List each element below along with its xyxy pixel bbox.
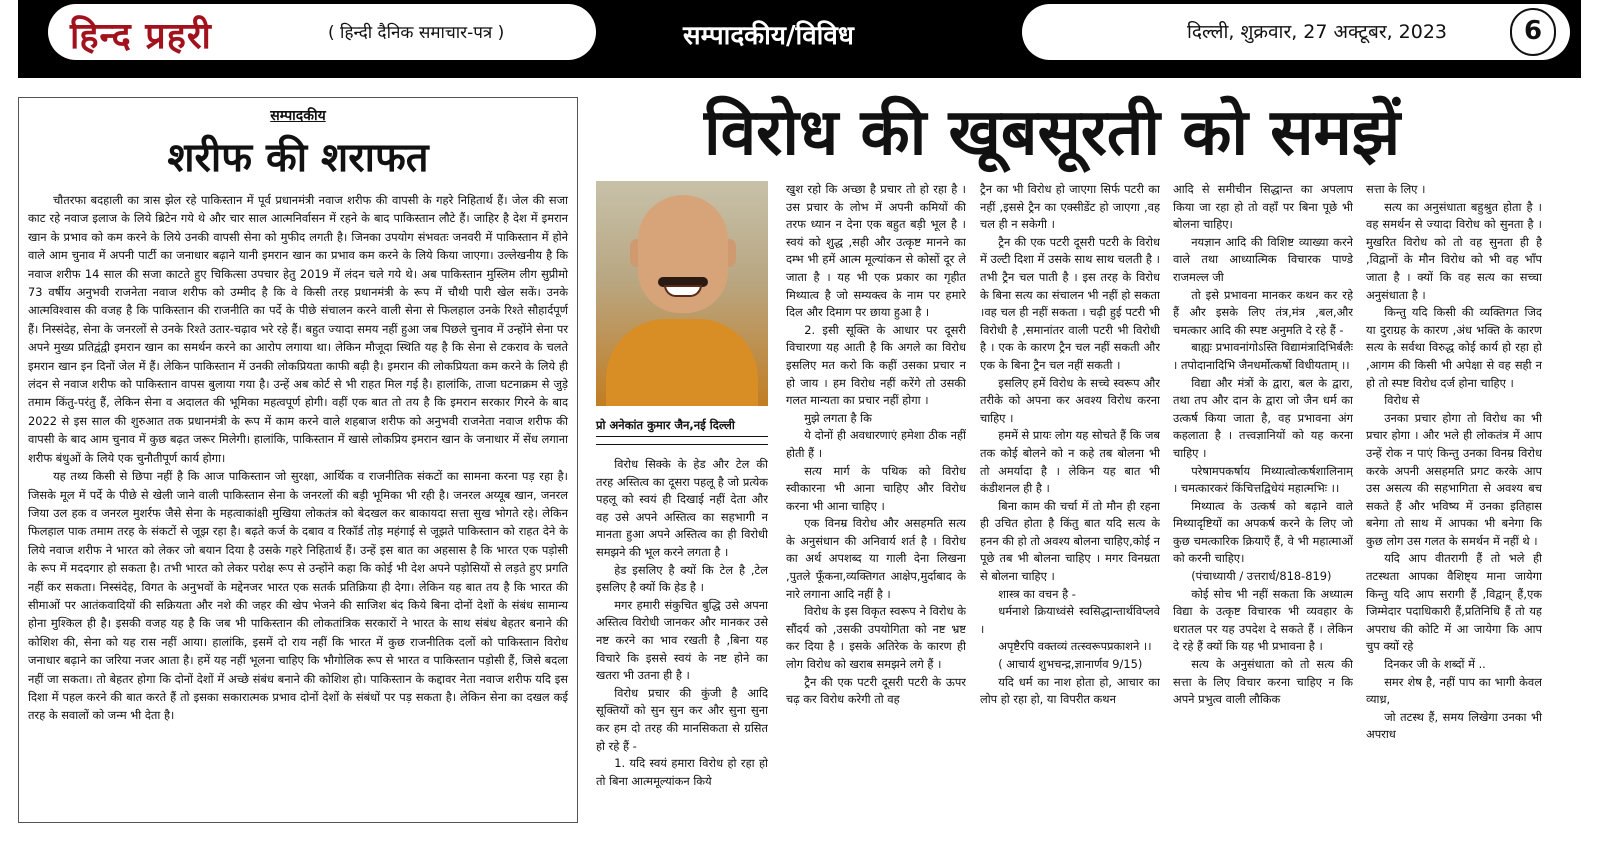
- article-paragraph: सत्य का अनुसंधाता बहुश्रुत होता है । वह समर्थन से ज्यादा विरोध को सुनता है । मुखरित विरोध को तो वह सुनता ही है ,विद्वानों के मौन विरोध को भी वह भाँप जाता है । क्यों कि वह सत्य का सच्चा अनुसंधाता है ।: [1366, 199, 1542, 302]
- editorial-paragraph: यह तथ्य किसी से छिपा नहीं है कि आज पाकिस्तान जो सुरक्षा, आर्थिक व राजनीतिक संकटों का सामना करना पड़ रहा है। जिसके मूल में पर्दे के पीछे से खेली जाने वाली पाकिस्तान सेना के जनरलों की बड़ी भूमिका भी रही है। जनरल अय्यूब खान, जनरल जिया उल हक व जनरल मुशर्रफ जैसे सेना के महत्वाकांक्षी मुखिया लोकतंत्र को बेदखल कर बाकायदा सत्ता सुख भोगते रहे। लेकिन फिलहाल पाक तमाम तरह के संकटों से जूझ रहा है। बढ़ते कर्ज के दबाव व रिकॉर्ड तोड़ महंगाई से जूझते पाकिस्तान को राहत देने के लिये नवाज शरीफ ने भारत को लेकर जो बयान दिया है उसके गहरे निहितार्थ हैं। उन्हें इस बात का अहसास है कि भारत एक पड़ोसी के रूप में मददगार हो सकता है। तभी भारत को लेकर परोक्ष रूप से उन्होंने कहा कि कोई भी देश अपने पड़ोसियों से लड़ते हुए प्रगति नहीं कर सकता। निस्संदेह, विगत के अनुभवों के मद्देनजर भारत एक सतर्क प्रतिक्रिया ही देगा। लेकिन यह बात तय है कि भारत की सीमाओं पर आतंकवादियों की सक्रियता और नशे की जहर की खेप भेजने की साजिश बंद किये बिना दोनों देशों के संबंध सामान्य होना मुश्किल ही है। इसकी वजह यह है कि जब भी पाकिस्तान की लोकतांत्रिक सरकारों ने भारत के साथ संबंध बेहतर बनाने की कोशिश की, सेना को यह रास नहीं आया। हालांकि, इसमें दो राय नहीं कि भारत में कुछ राजनीतिक दलों को पाकिस्तान विरोध जनाधार बढ़ाने का जरिया नजर आता है। हमें यह नहीं भूलना चाहिए कि भौगोलिक रूप से भारत व पाकिस्तान पड़ोसी हैं, जिसे बदला नहीं जा सकता। तो बेहतर होगा कि दोनों देशों में अच्छे संबंध बनाने की कोशिश हो। पाकिस्तान के कद्दावर नेता नवाज शरीफ यदि इस दिशा में पहल करने की बात करते हैं तो इसका सकारात्मक प्रभाव दोनों देशों के संबंधों पर पड़ सकता है। लेकिन सेना का दखल कई तरह के सवालों को जन्म भी देता है।: [28, 469, 568, 723]
- article-paragraph: मिथ्यात्व के उत्कर्ष को बढ़ाने वाले मिथ्यादृष्टियों का अपकर्ष करने के लिए जो कुछ चमत्कारिक क्रियाएँ हैं, वे भी महात्माओं को करनी चाहिए।: [1173, 498, 1353, 566]
- page-number-badge: 6: [1510, 8, 1556, 56]
- article-column-2: [786, 181, 966, 831]
- article-column-4: [1173, 181, 1353, 831]
- article-paragraph: जो तटस्थ हैं, समय लिखेगा उनका भी अपराध: [1366, 709, 1542, 742]
- article-paragraph: 2. इसी सूक्ति के आधार पर दूसरी विचारणा यह आती है कि अगले का विरोध इसलिए मत करो कि कहीं उसका प्रचार न हो जाय । हम विरोध नहीं करेंगे तो उसकी गलत मान्यता का प्रचार नहीं होगा ।: [786, 322, 966, 408]
- article-paragraph: ( आचार्य शुभचन्द्र,ज्ञानार्णव 9/15): [998, 657, 1143, 672]
- article-paragraph: समर शेष है, नहीं पाप का भागी केवल व्याध्र,: [1366, 674, 1542, 707]
- article-column-5: [1366, 181, 1542, 831]
- dateline: दिल्ली, शुक्रवार, 27 अक्टूबर, 2023: [1187, 21, 1448, 43]
- section-label: सम्पादकीय/विविध: [683, 21, 854, 51]
- article-paragraph: आदि से समीचीन सिद्धान्त का अपलाप किया जा रहा हो तो वहाँ पर बिना पूछे भी बोलना चाहिए।: [1173, 182, 1353, 232]
- article-paragraph: एक विनम्र विरोध और असहमति सत्य के अनुसंधान की अनिवार्य शर्त है । विरोध का अर्थ अपशब्द या गाली देना लिखना ,पुतले फूँकना,व्यक्तिगत आक्षेप,मुर्दाबाद के नारे लगाना आदि नहीं है ।: [786, 516, 966, 601]
- editorial-title: शरीफ की शराफत: [167, 135, 429, 181]
- article-paragraph: मुझे लगता है कि: [804, 410, 872, 425]
- author-photo: [596, 181, 768, 406]
- article-column-1: [596, 456, 768, 831]
- masthead-bar: [18, 0, 1581, 78]
- article-paragraph: बाह्यः प्रभावनांगोऽस्ति विद्यामंत्रादिभिर्बलैः । तपोदानादिभि जैनधर्मोत्कर्षो विधीयताम् ।।: [1173, 340, 1353, 372]
- article-paragraph: हममें से प्रायः लोग यह सोचते हैं कि जब तक कोई बोलने को न कहे तब बोलना भी तो अमर्यादा है । लेकिन यह बात भी कंडीशनल ही है ।: [980, 428, 1160, 496]
- article-paragraph: नयज्ञान आदि की विशिष्ट व्याख्या करने वाले तथा आध्यात्मिक विचारक पाण्डे राजमल्ल जी: [1173, 234, 1353, 284]
- article-paragraph: विद्या और मंत्रों के द्वारा, बल के द्वारा, तथा तप और दान के द्वारा जो जैन धर्म का उत्कर्ष किया जाता है, वह प्रभावना अंग कहलाता है । तत्त्वज्ञानियों को यह करना चाहिए ।: [1173, 375, 1353, 460]
- article-paragraph: विरोध प्रचार की कुंजी है आदि सूक्तियों को सुन सुन कर और सुना सुना कर हम दो तरह की मानसिकता से ग्रसित हो रहे हैं -: [596, 685, 768, 753]
- newspaper-logo: हिन्द प्रहरी: [70, 15, 212, 57]
- article-paragraph: खुश रहो कि अच्छा है प्रचार तो हो रहा है । उस प्रचार के लोभ में अपनी कमियों की तरफ ध्यान न देना एक बहुत बड़ी भूल है । स्वयं को शुद्ध ,सही और उत्कृष्ट मानने का दम्भ भी हमें आत्म मूल्यांकन से कोसों दूर ले जाता है । यह भी एक प्रकार का गृहीत मिथ्यात्व है जो सम्यक्त्व के नाम पर हमारे दिल और दिमाग पर छाया हुआ है ।: [786, 182, 966, 320]
- byline-divider: [596, 436, 768, 437]
- editorial-paragraph: चौतरफा बदहाली का त्रास झेल रहे पाकिस्तान में पूर्व प्रधानमंत्री नवाज शरीफ की वापसी के गहरे निहितार्थ हैं। जेल की सजा काट रहे नवाज इलाज के लिये ब्रिटेन गये थे और चार साल आत्मनिर्वासन में रहने के बाद पाकिस्तान लौटे हैं। जाहिर है देश में इमरान खान के प्रभाव को कम करने के लिये उनकी वापसी सेना को मुफीद लगती है। जिनका उपयोग संभवतः जनवरी में पाकिस्तान में होने वाले आम चुनाव में अपनी पार्टी का जनाधार बढ़ाने यानी इमरान खान का प्रभाव कम करने के लिये किया जाएगा। उल्लेखनीय है कि नवाज शरीफ 14 साल की सजा काटते हुए चिकित्सा उपचार हेतु 2019 में लंदन चले गये थे। अब पाकिस्तान मुस्लिम लीग सुप्रीमो 73 वर्षीय अनुभवी राजनेता नवाज शरीफ को उम्मीद है कि वे किसी तरह प्रधानमंत्री के रूप में चौथी पारी खेल सकें। उनके आत्मविश्वास की वजह है कि पाकिस्तान की राजनीति का पर्दे के पीछे संचालन करने वाली सेना से फिलहाल उनके रिश्ते सौहार्दपूर्ण हैं। निस्संदेह, सेना के जनरलों से उनके रिश्ते उतार-चढ़ाव भरे रहे हैं। बहुत ज्यादा समय नहीं हुआ जब पिछले चुनाव में उन्होंने सेना पर अपने मुख्य प्रतिद्वंद्वी इमरान खान का समर्थन करने का आरोप लगाया था। लेकिन मौजूदा स्थिति यह है कि सेना से टकराव के चलते इमरान खान इन दिनों जेल में हैं। लेकिन पाकिस्तान में उनकी लोकप्रियता काफी बढ़ी है। इमरान की लोकप्रियता कम करने के लिये ही लंदन से नवाज शरीफ को पाकिस्तान वापस बुलाया गया है। उन्हें अब कोर्ट से भी राहत मिल गई है। हालांकि, ताजा घटनाक्रम से जुड़े तमाम किंतु-परंतु हैं, लेकिन सेना व अदालत की भूमिका महत्वपूर्ण होगी। वहीं एक बात तो तय है कि इमरान सरकार गिरने के बाद 2022 से इस साल की शुरुआत तक प्रधानमंत्री के रूप में काम करने वाले शहबाज शरीफ को अनुभवी राजनेता नवाज शरीफ की वापसी के बाद आम चुनाव में कुछ बढ़त जरूर मिलेगी। हालांकि, पाकिस्तान में खासे लोकप्रिय इमरान खान के जनाधार में सेंध लगाना शरीफ बंधुओं के लिये एक चुनौतीपूर्ण कार्य होगा।: [28, 193, 568, 465]
- article-paragraph: यदि आप वीतरागी हैं तो भले ही तटस्थता आपका वैशिष्ट्य माना जायेगा किन्तु यदि आप सरागी हैं ,विद्वान् हैं,एक जिम्मेदार पदाधिकारी हैं,प्रतिनिधि हैं तो यह अपराध की कोटि में आ जायेगा कि आप चुप क्यों रहे: [1366, 551, 1542, 654]
- article-headline: विरोध की खूबसूरती को समझें: [704, 96, 1401, 170]
- article-paragraph: धर्मनाशे क्रियाध्वंसे स्वसिद्धान्तार्थविप्लवे ।: [980, 604, 1160, 636]
- article-paragraph: किन्तु यदि किसी की व्यक्तिगत जिद या दुराग्रह के कारण ,अंध भक्ति के कारण सत्य के सर्वथा विरुद्ध कोई कार्य हो रहा हो ,आगम की किसी भी अपेक्षा से वह सही न हो तो स्पष्ट विरोध दर्ज होना चाहिए ।: [1366, 305, 1542, 390]
- article-paragraph: ट्रैन का भी विरोध हो जाएगा सिर्फ पटरी का नहीं ,इससे ट्रैन का एक्सीडेंट हो जाएगा ,वह चल ही न सकेगी ।: [980, 182, 1160, 232]
- article-paragraph: कोई सोच भी नहीं सकता कि अध्यात्म विद्या के उत्कृष्ट विचारक भी व्यवहार के धरातल पर यह उपदेश दे सकते हैं । लेकिन दे रहे हैं क्यों कि यह भी प्रभावना है ।: [1173, 586, 1353, 654]
- article-column-3: [980, 181, 1160, 831]
- article-paragraph: बिना काम की चर्चा में तो मौन ही रहना ही उचित होता है किंतु बात यदि सत्य के हनन की हो तो अवश्य बोलना चाहिए,कोई न पूछे तब भी बोलना चाहिए । मगर विनम्रता से बोलना चाहिए ।: [980, 498, 1160, 584]
- article-paragraph: परेषामपकर्षाय मिथ्यात्वोत्कर्षशालिनाम् । चमत्कारकरं किंचित्तद्विधेयं महात्मभिः ।।: [1173, 463, 1353, 496]
- article-paragraph: सत्य मार्ग के पथिक को विरोध स्वीकारना भी आना चाहिए और विरोध करना भी आना चाहिए ।: [786, 463, 966, 513]
- editorial-kicker: सम्पादकीय: [270, 108, 326, 124]
- article-paragraph: इसलिए हमें विरोध के सच्चे स्वरूप और तरीके को अपना कर अवश्य विरोध करना चाहिए ।: [980, 375, 1160, 425]
- editorial-box: [18, 97, 578, 823]
- article-paragraph: उनका प्रचार होगा तो विरोध का भी प्रचार होगा । और भले ही लोकतंत्र में आप उन्हें रोक न पाएं किन्तु उनका विनम्र विरोध करके अपनी असहमति प्रगट करके आप उस असत्य की सहभागिता से अवश्य बच सकते हैं और भविष्य में उनका इतिहास बनेगा तो साथ में आपका भी बनेगा कि कुछ लोग उस गलत के समर्थन में नहीं थे ।: [1366, 410, 1542, 548]
- article-paragraph: विरोध से: [1384, 393, 1420, 408]
- article-paragraph: दिनकर जी के शब्दों में ..: [1384, 657, 1486, 672]
- article-paragraph: विरोध के इस विकृत स्वरूप ने विरोध के सौंदर्य को ,उसकी उपयोगिता को नष्ट भ्रष्ट कर दिया है । इसके अतिरेक के कारण ही लोग विरोध को खराब समझने लगे हैं ।: [786, 604, 966, 672]
- article-paragraph: (पंचाध्यायी / उत्तरार्ध/818-819): [1191, 569, 1332, 584]
- newspaper-tagline: ( हिन्दी दैनिक समाचार-पत्र ): [328, 23, 505, 43]
- masthead-left-panel: [48, 4, 596, 60]
- article-paragraph: अपृष्टैरपि वक्तव्यं तत्स्वरूपप्रकाशने ।।: [998, 639, 1152, 654]
- editorial-body: [28, 191, 568, 725]
- article-paragraph: सत्ता के लिए ।: [1366, 182, 1426, 196]
- article-paragraph: ट्रैन की एक पटरी दूसरी पटरी के ऊपर चढ़ कर विरोध करेगी तो वह: [786, 674, 966, 707]
- article-paragraph: ट्रैन की एक पटरी दूसरी पटरी के विरोध में उल्टी दिशा में उसके साथ साथ चलती है । तभी ट्रैन चल पाती है । इस तरह के विरोध के बिना सत्य का संचालन भी नहीं हो सकता ।वह चल ही नहीं सकता । चढ़ी हुई पटरी भी विरोधी है ,समानांतर वाली पटरी भी विरोधी है । एक के कारण ट्रैन चल नहीं सकती और एक के बिना ट्रैन चल नहीं सकती ।: [980, 234, 1160, 372]
- article-paragraph: विरोध सिक्के के हेड और टेल की तरह अस्तित्व का दूसरा पहलू है जो प्रत्येक पहलू को स्वयं ही दिखाई नहीं देता और वह उसे अपने अस्तित्व का सहभागी न मानता हुआ अपने अस्तित्व का ही विरोधी समझने की भूल करने लगता है ।: [596, 457, 768, 559]
- author-byline: प्रो अनेकांत कुमार जैन,नई दिल्ली: [596, 418, 735, 432]
- article-paragraph: मगर हमारी संकुचित बुद्धि उसे अपना अस्तित्व विरोधी जानकर और मानकर उसे नष्ट करने का भाव रखती है ,बिना यह विचारे कि इससे स्वयं के नष्ट होने का खतरा भी उतना ही है ।: [596, 597, 768, 683]
- article-paragraph: यदि धर्म का नाश होता हो, आचार का लोप हो रहा हो, या विपरीत कथन: [980, 674, 1160, 707]
- masthead-right-panel: [1022, 4, 1570, 60]
- article-paragraph: ये दोनों ही अवधारणाएं हमेशा ठीक नहीं होती हैं ।: [786, 428, 966, 460]
- article-paragraph: हेड इसलिए है क्यों कि टेल है ,टेल इसलिए है क्यों कि हेड है ।: [596, 562, 768, 595]
- byline-divider: [596, 444, 768, 445]
- article-paragraph: तो इसे प्रभावना मानकर कथन कर रहे हैं और इसके लिए तंत्र,मंत्र ,बल,और चमत्कार आदि की स्पष्ट अनुमति दे रहे हैं -: [1173, 287, 1353, 337]
- article-paragraph: सत्य के अनुसंधाता को तो सत्य की सत्ता के लिए विचार करना चाहिए न कि अपने प्रभुत्व वाली लौकिक: [1173, 657, 1353, 707]
- article-paragraph: शास्त्र का वचन है -: [998, 586, 1076, 601]
- article-paragraph: 1. यदि स्वयं हमारा विरोध हो रहा हो तो बिना आत्ममूल्यांकन किये: [596, 756, 768, 788]
